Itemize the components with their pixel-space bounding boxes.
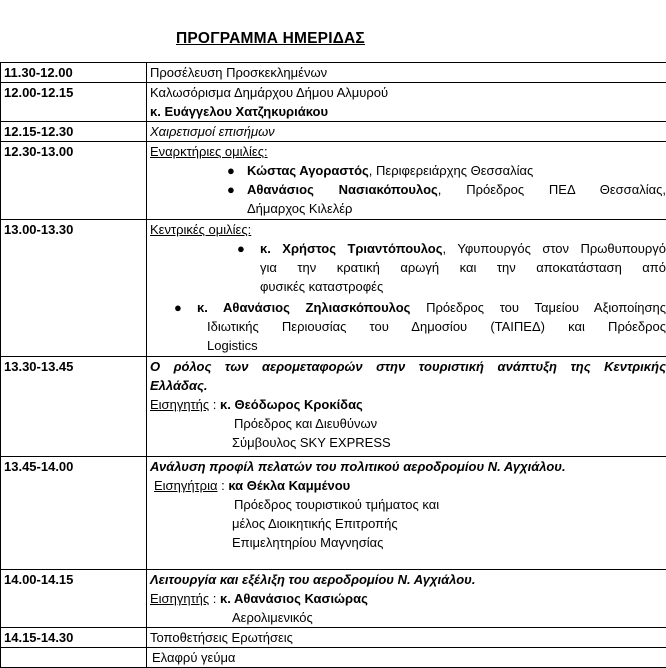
speaker-role: , Περιφερειάρχης Θεσσαλίας — [369, 163, 533, 178]
presenter-detail: Σύμβουλος SKY EXPRESS — [150, 433, 666, 452]
presenter-detail: Πρόεδρος τουριστικού τμήματος και — [150, 495, 666, 514]
presenter-label: Εισηγητής — [150, 591, 209, 606]
list-item — [150, 180, 666, 218]
presenter-label: Εισηγητής — [150, 397, 209, 412]
topic-title: Λειτουργία και εξέλιξη του αεροδρομίου Ν. Αγχιάλου. — [150, 570, 666, 589]
list-item — [150, 161, 666, 180]
time-cell: 13.30-13.45 — [1, 357, 147, 457]
table-row — [1, 570, 666, 628]
bullet-icon: ● — [237, 239, 245, 258]
presenter-detail: μέλος Διοικητικής Επιτροπής — [150, 514, 666, 533]
description-cell — [147, 570, 666, 628]
bullet-icon: ● — [174, 298, 182, 317]
speaker-role-cont: φυσικές καταστροφές — [260, 277, 666, 296]
presenter-separator: : — [209, 397, 220, 412]
description-cell — [147, 83, 666, 122]
item-text: Καλωσόρισμα Δημάρχου Δήμου Αλμυρού — [150, 83, 666, 102]
speaker-role: , Υφυπουργός στον Πρωθυπουργό — [443, 241, 666, 256]
time-cell: 13.45-14.00 — [1, 457, 147, 570]
item-text: Ελαφρύ γεύμα — [150, 650, 235, 665]
item-text: Χαιρετισμοί επισήμων — [150, 124, 275, 139]
time-cell: 12.00-12.15 — [1, 83, 147, 122]
description-cell — [147, 628, 666, 648]
time-cell: 12.15-12.30 — [1, 122, 147, 142]
time-cell: 11.30-12.00 — [1, 63, 147, 83]
presenter-detail: Αερολιμενικός — [150, 608, 666, 627]
presenter-name: κ. Αθανάσιος Κασιώρας — [220, 591, 368, 606]
presenter-detail: Πρόεδρος και Διευθύνων — [150, 414, 666, 433]
speaker-line — [197, 298, 666, 317]
speaker-name: Αθανάσιος Νασιακόπουλος — [247, 182, 438, 197]
table-row — [1, 220, 666, 357]
topic-title: Ο ρόλος των αερομεταφορών στην τουριστική ανάπτυξη της Κεντρικής — [150, 357, 666, 376]
page-title: ΠΡΟΓΡΑΜΜΑ ΗΜΕΡΙΔΑΣ — [176, 30, 365, 48]
presenter-name: κ. Θεόδωρος Κροκίδας — [220, 397, 363, 412]
presenter-line — [150, 476, 666, 495]
section-heading: Εναρκτήριες ομιλίες: — [150, 142, 666, 161]
presenter-line — [150, 589, 666, 608]
list-item — [150, 298, 666, 355]
time-cell: 13.00-13.30 — [1, 220, 147, 357]
speaker-name: κ. Ευάγγελου Χατζηκυριάκου — [150, 102, 666, 121]
speaker-role-cont: Ιδιωτικής Περιουσίας του Δημοσίου (ΤΑΙΠΕΔ) και Πρόεδρος — [197, 317, 666, 336]
speaker-role-cont: για την κρατική αρωγή και την αποκατάσταση από — [260, 258, 666, 277]
description-cell — [147, 63, 666, 83]
table-row — [1, 142, 666, 220]
bullet-icon: ● — [227, 161, 235, 180]
speaker-role: , Πρόεδρος ΠΕΔ Θεσσαλίας, — [438, 182, 666, 197]
item-text: Προσέλευση Προσκεκλημένων — [150, 65, 327, 80]
speaker-line — [247, 180, 666, 199]
topic-title: Ανάλυση προφίλ πελατών του πολιτικού αεροδρομίου Ν. Αγχιάλου. — [150, 457, 666, 476]
bullet-icon: ● — [227, 180, 235, 199]
speaker-role-cont: Δήμαρχος Κιλελέρ — [247, 199, 666, 218]
time-cell: 14.00-14.15 — [1, 570, 147, 628]
topic-title-cont: Ελλάδας. — [150, 376, 666, 395]
table-row — [1, 357, 666, 457]
table-row — [1, 83, 666, 122]
item-text: Τοποθετήσεις Ερωτήσεις — [150, 630, 293, 645]
presenter-line — [150, 395, 666, 414]
time-cell: 14.15-14.30 — [1, 628, 147, 648]
description-cell — [147, 220, 666, 357]
speaker-name: κ. Χρήστος Τριαντόπουλος — [260, 241, 443, 256]
presenter-separator: : — [209, 591, 220, 606]
description-cell — [147, 457, 666, 570]
presenter-separator: : — [217, 478, 228, 493]
presenter-label: Εισηγήτρια — [154, 478, 217, 493]
description-cell — [147, 648, 666, 668]
speaker-name: Κώστας Αγοραστός — [247, 163, 369, 178]
speaker-role: Πρόεδρος του Ταμείου Αξιοποίησης — [410, 300, 666, 315]
program-table — [0, 62, 666, 668]
presenter-name: κα Θέκλα Καμμένου — [228, 478, 350, 493]
list-item — [150, 239, 666, 296]
time-cell: 12.30-13.00 — [1, 142, 147, 220]
description-cell — [147, 142, 666, 220]
time-cell — [1, 648, 147, 668]
table-row — [1, 457, 666, 570]
table-row — [1, 122, 666, 142]
speaker-name: κ. Αθανάσιος Ζηλιασκόπουλος — [197, 300, 410, 315]
table-row — [1, 648, 666, 668]
description-cell — [147, 122, 666, 142]
table-row — [1, 63, 666, 83]
section-heading: Κεντρικές ομιλίες: — [150, 220, 666, 239]
description-cell — [147, 357, 666, 457]
speaker-line — [260, 239, 666, 258]
presenter-detail: Επιμελητηρίου Μαγνησίας — [150, 533, 666, 552]
table-row — [1, 628, 666, 648]
speaker-role-cont: Logistics — [197, 336, 666, 355]
